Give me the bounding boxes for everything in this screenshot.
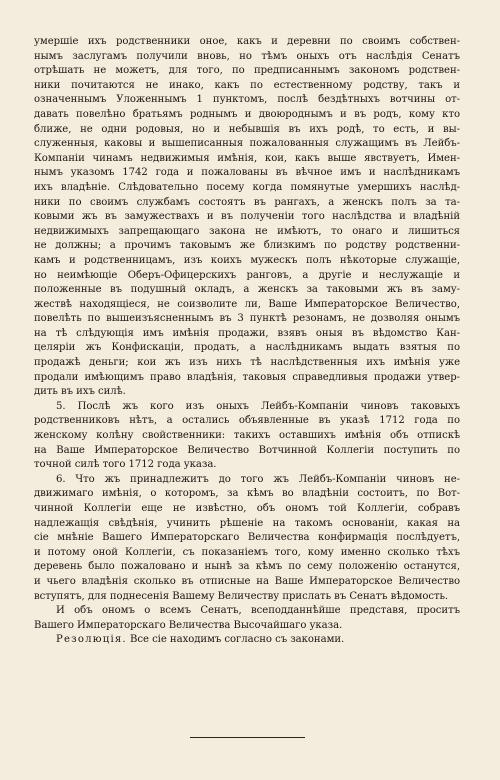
text-line: 5. Послѣ жъ кого изъ оныхъ Лейбъ-Компаніи чиновъ таковыхъ [56, 400, 460, 412]
text-line: отрѣшать не можетъ, для того, по предписаннымъ закономъ родствен- [34, 65, 460, 77]
text-line: служенныя, каковы и вышеписанныя пожалованныя служащимъ въ Лейбъ- [34, 138, 460, 150]
text-line: родственниковъ нѣтъ, а остались объявленные въ указѣ 1712 года по [34, 415, 460, 427]
text-line: И объ ономъ о всемъ Сенатъ, всеподданнѣйше представя, проситъ [56, 605, 460, 617]
text-line: не должны; а прочимъ таковымъ же близкимъ по родству родственни- [34, 240, 460, 252]
resolution [34, 633, 460, 648]
text-line: на Ваше Императорское Величество Вотчинной Коллегіи поступить по [34, 444, 460, 456]
text-line: надлежащія свѣдѣнія, учинить рѣшеніе на такомъ основаніи, какая на [34, 517, 460, 529]
text-line: означеннымъ Уложеннымъ 1 пунктомъ, послѣ бездѣтныхъ вотчины от- [34, 94, 460, 106]
text-line: ихъ владѣніе. Слѣдовательно посему когда помянутые умершихъ наслѣд- [34, 181, 460, 193]
closing-rule [190, 737, 305, 738]
text-line: нымъ указомъ 1742 года и пожалованы въ вѣчное имъ и наслѣдникамъ [34, 167, 460, 179]
paragraph-6 [34, 473, 460, 604]
paragraph-5 [34, 400, 460, 473]
text-line: точной силѣ того 1712 года указа. [34, 459, 217, 471]
text-line: чинной Коллегіи еще не извѣстно, объ ономъ той Коллегіи, собравъ [34, 503, 460, 514]
text-line: нымъ заслугамъ получили вновь, но тѣмъ оныхъ отъ наслѣдія Сенатъ [34, 50, 460, 62]
text-line: деревень было пожаловано и нынѣ за кѣмъ по сему положенію останутся, [34, 561, 460, 573]
resolution-label: Резолюція. [56, 634, 127, 646]
text-line: ники по своимъ службамъ состоятъ въ рангахъ, а женскъ полъ за та- [34, 196, 460, 208]
text-line: 6. Что жъ принадлежитъ до того жъ Лейбъ-Компаніи чиновъ не- [56, 473, 460, 485]
text-line: продали имѣющимъ право владѣнія, таковыя справедливыя продажи утвер- [34, 371, 460, 383]
text-line: камъ и родственницамъ, изъ коихъ мужескъ полъ нѣкоторые служащіе, [34, 254, 460, 266]
text-line: вступятъ, для поднесенія Вашему Величеству прислать въ Сенатъ вѣдомость. [34, 590, 449, 602]
text-line: целяріи жъ Конфискаціи, продать, а наслѣдникамъ выдать взятыя по [34, 342, 460, 354]
text-line: повелѣть по вышеизъясненнымъ въ 3 пунктѣ резонамъ, не дозволяя онымъ [34, 313, 460, 325]
resolution-text: Все сіе находимъ согласно съ законами. [130, 634, 345, 646]
text-line: и потому оной Коллегіи, съ показаніемъ того, кому именно сколько тѣхъ [34, 546, 460, 558]
text-line: недвижимыхъ запрещающаго закона не имѣютъ, то онаго и лишиться [34, 225, 460, 237]
text-line: давать повелѣно братьямъ роднымъ и двоюроднымъ и въ родъ, кому кто [34, 108, 460, 120]
text-line: движимаго имѣнія, о которомъ, за кѣмъ во владѣніи состоитъ, по Вот- [34, 488, 460, 500]
text-line: продажѣ деньги; кои жъ изъ нихъ тѣ наслѣдственныя ихъ имѣнія уже [34, 357, 460, 369]
text-line: сіе мнѣніе Вашего Императорскаго Величества конфирмація послѣдуетъ, [34, 532, 460, 544]
paragraph-petition [34, 604, 460, 633]
text-line: ковыми жъ въ замужествахъ и въ полученіи того наслѣдства и владѣній [34, 211, 460, 223]
text-line: Компаніи чинамъ недвижимыя имѣнія, кои, какъ выше явствуетъ, Имен- [34, 152, 460, 164]
paragraph-4-continuation [34, 35, 460, 400]
text-line: Вашего Императорскаго Величества Высочайшаго указа. [34, 619, 343, 631]
text-line: жествѣ находящіеся, не соизволите ли, Ваше Императорское Величество, [34, 298, 460, 310]
text-line: ближе, не одни родовыя, но и небывшія въ ихъ родѣ, то есть, и вы- [34, 123, 460, 135]
text-line: положенные въ подушный окладъ, а женскъ за таковыми жъ въ заму- [34, 284, 460, 296]
text-line: женскому колѣну свойственники: такихъ оставшихъ имѣнія объ отпискѣ [34, 430, 460, 442]
text-line: но неимѣющіе Оберъ-Офицерскихъ ранговъ, а другіе и неслужащіе и [34, 269, 460, 281]
text-line: умершіе ихъ родственники оное, какъ и деревни по своимъ собствен- [34, 36, 460, 47]
text-line: на тѣ слѣдующія имъ имѣнія продажи, взявъ оныя въ вѣдомство Кан- [34, 327, 460, 339]
text-line: ники почитаются не инако, какъ по естественному родству, такъ и [34, 79, 460, 91]
text-line: и чьего владѣнія сколько въ отписные на Ваше Императорское Величество [34, 575, 460, 587]
text-line: дить въ ихъ силѣ. [34, 386, 126, 398]
